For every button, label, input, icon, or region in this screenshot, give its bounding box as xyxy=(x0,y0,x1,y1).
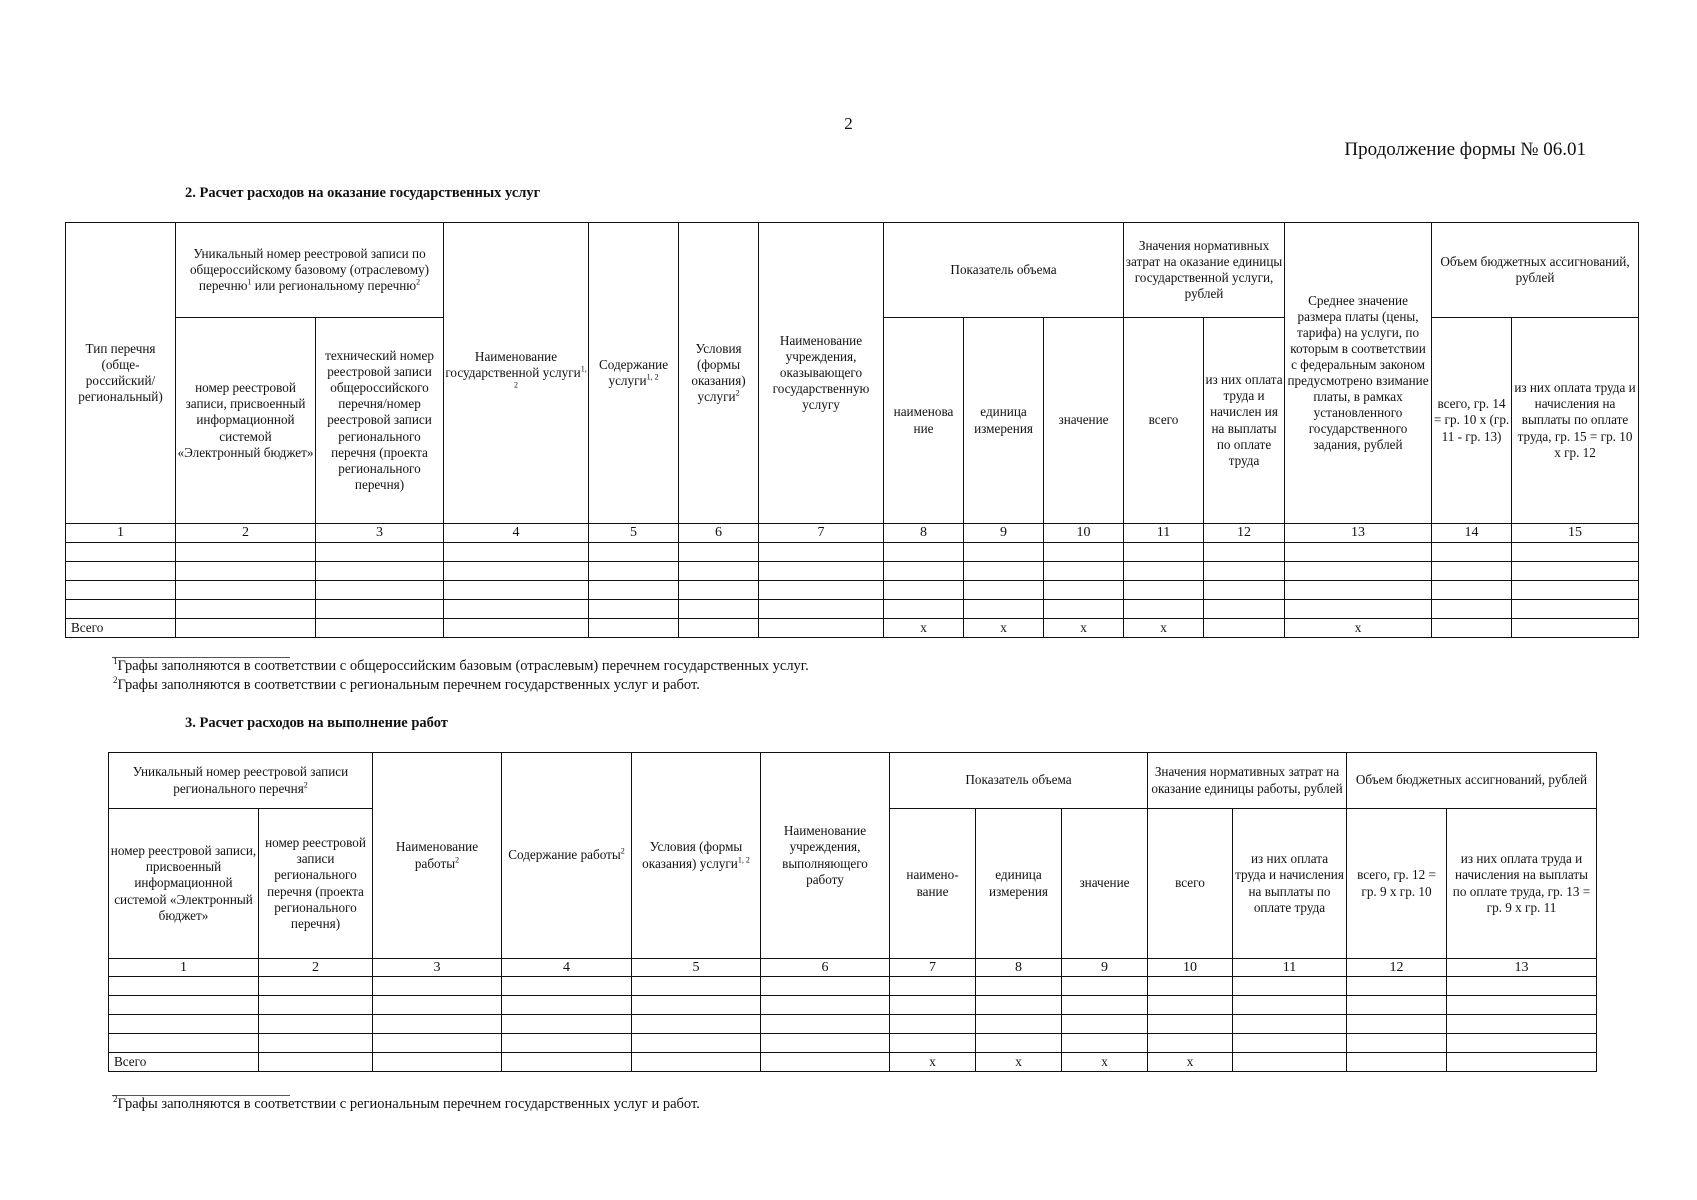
column-number: 3 xyxy=(373,959,502,977)
column-number: 4 xyxy=(502,959,632,977)
column-number: 8 xyxy=(884,524,964,543)
total-label: Всего xyxy=(109,1053,259,1072)
table-cell[interactable] xyxy=(259,977,373,996)
table-cell[interactable] xyxy=(1347,1015,1447,1034)
table-cell[interactable] xyxy=(176,562,316,581)
column-number: 6 xyxy=(761,959,890,977)
table-cell[interactable] xyxy=(632,1034,761,1053)
not-applicable-mark: х xyxy=(1285,619,1432,638)
column-number: 10 xyxy=(1044,524,1124,543)
table-cell[interactable] xyxy=(884,600,964,619)
table-cell[interactable] xyxy=(1204,619,1285,638)
table-row xyxy=(109,1034,1597,1053)
table-cell[interactable] xyxy=(1347,1034,1447,1053)
table-cell[interactable] xyxy=(589,543,679,562)
not-applicable-mark: х xyxy=(1044,619,1124,638)
table-cell[interactable] xyxy=(890,977,976,996)
table-cell[interactable] xyxy=(1062,977,1148,996)
header-volume-unit: единица измерения xyxy=(976,809,1062,959)
footnote-2: $^2$Графы заполняются в соответствии с региональным перечнем государственных услуг и работ. xyxy=(113,675,700,693)
header-service-content: Содержание услуги$^{1, 2}$ xyxy=(589,223,679,524)
table-cell[interactable] xyxy=(1432,562,1512,581)
column-number: 11 xyxy=(1233,959,1347,977)
table-cell[interactable] xyxy=(1204,600,1285,619)
table-cell[interactable] xyxy=(1148,1015,1233,1034)
table-row xyxy=(66,581,1639,600)
table-cell[interactable] xyxy=(1447,1034,1597,1053)
table-row xyxy=(66,543,1639,562)
table-cell[interactable] xyxy=(761,1053,890,1072)
table-cell[interactable] xyxy=(964,581,1044,600)
header-volume-name: наименова ние xyxy=(884,318,964,524)
header-service-name: Наименование государственной услуги$^{1, 2}$ xyxy=(444,223,589,524)
table-cell[interactable] xyxy=(759,600,884,619)
table-cell[interactable] xyxy=(632,996,761,1015)
column-number: 13 xyxy=(1447,959,1597,977)
table-cell[interactable] xyxy=(589,562,679,581)
table-cell[interactable] xyxy=(1285,581,1432,600)
table-cell[interactable] xyxy=(1447,996,1597,1015)
table-cell[interactable] xyxy=(1233,977,1347,996)
table-cell[interactable] xyxy=(1432,581,1512,600)
form-continuation-title: Продолжение формы № 06.01 xyxy=(1344,139,1586,160)
table-cell[interactable] xyxy=(109,1015,259,1034)
header-registry-number: номер реестровой записи, присвоенный информационной системой «Электронный бюджет» xyxy=(176,318,316,524)
table-cell[interactable] xyxy=(976,996,1062,1015)
table-cell[interactable] xyxy=(1347,1053,1447,1072)
table-cell[interactable] xyxy=(964,543,1044,562)
table-cell[interactable] xyxy=(884,543,964,562)
table-cell[interactable] xyxy=(316,581,444,600)
table-cell[interactable] xyxy=(1512,562,1639,581)
table-cell[interactable] xyxy=(259,1034,373,1053)
column-number: 12 xyxy=(1347,959,1447,977)
column-number: 15 xyxy=(1512,524,1639,543)
column-number: 1 xyxy=(109,959,259,977)
table-cell[interactable] xyxy=(1512,600,1639,619)
table-cell[interactable] xyxy=(890,1015,976,1034)
header-volume-indicator: Показатель объема xyxy=(884,223,1124,318)
table-cell[interactable] xyxy=(1447,1015,1597,1034)
table-cell[interactable] xyxy=(1044,562,1124,581)
table-cell[interactable] xyxy=(761,1034,890,1053)
table-cell[interactable] xyxy=(890,1034,976,1053)
table-cell[interactable] xyxy=(1062,1034,1148,1053)
column-number: 2 xyxy=(176,524,316,543)
header-work-content: Содержание работы$^2$ xyxy=(502,753,632,959)
table-cell[interactable] xyxy=(632,1053,761,1072)
table-cell[interactable] xyxy=(1233,1053,1347,1072)
column-number: 5 xyxy=(632,959,761,977)
column-number: 10 xyxy=(1148,959,1233,977)
table-cell[interactable] xyxy=(761,977,890,996)
table-cell[interactable] xyxy=(884,562,964,581)
header-average-fee: Среднее значение размера платы (цены, тарифа) на услуги, по которым в соответствии с федеральным законом предусмотрено взимание платы, в рамках установленного государственного задания, рублей xyxy=(1285,223,1432,524)
table-cell[interactable] xyxy=(66,562,176,581)
table-cell[interactable] xyxy=(502,977,632,996)
table-cell[interactable] xyxy=(759,562,884,581)
table-row xyxy=(109,977,1597,996)
column-number: 14 xyxy=(1432,524,1512,543)
header-normative-costs: Значения нормативных затрат на оказание единицы работы, рублей xyxy=(1148,753,1347,809)
table-cell[interactable] xyxy=(1347,977,1447,996)
table-cell[interactable] xyxy=(444,543,589,562)
table-cell[interactable] xyxy=(679,581,759,600)
table-cell[interactable] xyxy=(502,1034,632,1053)
table-cell[interactable] xyxy=(589,619,679,638)
total-row xyxy=(66,619,1639,638)
table-cell[interactable] xyxy=(964,600,1044,619)
column-number: 6 xyxy=(679,524,759,543)
table-cell[interactable] xyxy=(373,1015,502,1034)
table-cell[interactable] xyxy=(444,600,589,619)
table-cell[interactable] xyxy=(1347,996,1447,1015)
not-applicable-mark: х xyxy=(890,1053,976,1072)
table-cell[interactable] xyxy=(976,1015,1062,1034)
table-row xyxy=(109,996,1597,1015)
column-number: 5 xyxy=(589,524,679,543)
column-number: 11 xyxy=(1124,524,1204,543)
table-cell[interactable] xyxy=(1285,600,1432,619)
column-number: 7 xyxy=(759,524,884,543)
table-cell[interactable] xyxy=(884,581,964,600)
table-cell[interactable] xyxy=(759,543,884,562)
table-cell[interactable] xyxy=(1432,619,1512,638)
table-cell[interactable] xyxy=(679,543,759,562)
header-unique-number-group: Уникальный номер реестровой записи регионального перечня$^2$ xyxy=(109,753,373,809)
table-cell[interactable] xyxy=(444,562,589,581)
header-institution-name: Наименование учреждения, оказывающего государственную услугу xyxy=(759,223,884,524)
header-registry-number: номер реестровой записи, присвоенный информационной системой «Электронный бюджет» xyxy=(109,809,259,959)
table-cell[interactable] xyxy=(679,619,759,638)
header-work-conditions: Условия (формы оказания) услуги$^{1, 2}$ xyxy=(632,753,761,959)
table-cell[interactable] xyxy=(1432,600,1512,619)
header-list-type: Тип перечня (обще-российский/ региональный) xyxy=(66,223,176,524)
not-applicable-mark: х xyxy=(884,619,964,638)
table-cell[interactable] xyxy=(1512,543,1639,562)
header-volume-name: наимено-вание xyxy=(890,809,976,959)
table-cell[interactable] xyxy=(444,581,589,600)
table-cell[interactable] xyxy=(1044,600,1124,619)
table-cell[interactable] xyxy=(176,543,316,562)
table-cell[interactable] xyxy=(1204,581,1285,600)
section-2-title: 2. Расчет расходов на оказание государственных услуг xyxy=(185,185,541,201)
table-cell[interactable] xyxy=(176,600,316,619)
not-applicable-mark: х xyxy=(1148,1053,1233,1072)
header-budget-volume: Объем бюджетных ассигнований, рублей xyxy=(1432,223,1639,318)
column-number: 9 xyxy=(1062,959,1148,977)
section-3-title: 3. Расчет расходов на выполнение работ xyxy=(185,715,448,731)
table-cell[interactable] xyxy=(1233,1015,1347,1034)
footnote-1: $^1$Графы заполняются в соответствии с общероссийским базовым (отраслевым) перечнем государственных услуг. xyxy=(113,656,809,674)
column-number: 3 xyxy=(316,524,444,543)
header-volume-unit: единица измерения xyxy=(964,318,1044,524)
header-normative-labor: из них оплата труда и начислен ия на выплаты по оплате труда xyxy=(1204,318,1285,524)
table-cell[interactable] xyxy=(1148,1034,1233,1053)
header-normative-labor: из них оплата труда и начисления на выплаты по оплате труда xyxy=(1233,809,1347,959)
not-applicable-mark: х xyxy=(1124,619,1204,638)
header-service-conditions: Условия (формы оказания) услуги$^2$ xyxy=(679,223,759,524)
header-normative-total: всего xyxy=(1148,809,1233,959)
table-cell[interactable] xyxy=(316,619,444,638)
column-number: 7 xyxy=(890,959,976,977)
works-cost-table xyxy=(108,752,1597,1072)
table-cell[interactable] xyxy=(1148,996,1233,1015)
table-cell[interactable] xyxy=(1044,543,1124,562)
table-cell[interactable] xyxy=(1204,543,1285,562)
not-applicable-mark: х xyxy=(964,619,1044,638)
footnote-2: $^2$Графы заполняются в соответствии с региональным перечнем государственных услуг и работ. xyxy=(113,1094,700,1112)
header-technical-number: технический номер реестровой записи общероссийского перечня/номер реестровой записи регионального перечня (проекта регионального перечня) xyxy=(316,318,444,524)
page-number: 2 xyxy=(844,114,853,133)
table-cell[interactable] xyxy=(66,543,176,562)
table-cell[interactable] xyxy=(66,581,176,600)
table-cell[interactable] xyxy=(1124,600,1204,619)
table-cell[interactable] xyxy=(373,996,502,1015)
table-cell[interactable] xyxy=(444,619,589,638)
table-cell[interactable] xyxy=(890,996,976,1015)
table-cell[interactable] xyxy=(589,581,679,600)
services-cost-table xyxy=(65,222,1639,638)
table-cell[interactable] xyxy=(176,581,316,600)
header-budget-labor: из них оплата труда и начисления на выплаты по оплате труда, гр. 13 = гр. 9 х гр. 11 xyxy=(1447,809,1597,959)
column-number: 2 xyxy=(259,959,373,977)
table-cell[interactable] xyxy=(316,562,444,581)
table-cell[interactable] xyxy=(759,619,884,638)
table-cell[interactable] xyxy=(1124,562,1204,581)
column-number: 1 xyxy=(66,524,176,543)
table-cell[interactable] xyxy=(259,996,373,1015)
table-cell[interactable] xyxy=(1124,581,1204,600)
header-budget-total: всего, гр. 12 = гр. 9 х гр. 10 xyxy=(1347,809,1447,959)
table-row xyxy=(109,1015,1597,1034)
not-applicable-mark: х xyxy=(1062,1053,1148,1072)
table-cell[interactable] xyxy=(1062,996,1148,1015)
header-institution-name: Наименование учреждения, выполняющего работу xyxy=(761,753,890,959)
column-number: 12 xyxy=(1204,524,1285,543)
header-budget-volume: Объем бюджетных ассигнований, рублей xyxy=(1347,753,1597,809)
table-cell[interactable] xyxy=(1285,562,1432,581)
table-row xyxy=(66,562,1639,581)
table-cell[interactable] xyxy=(1432,543,1512,562)
table-cell[interactable] xyxy=(1148,977,1233,996)
table-cell[interactable] xyxy=(1512,619,1639,638)
table-cell[interactable] xyxy=(679,600,759,619)
table-cell[interactable] xyxy=(373,977,502,996)
column-number-row xyxy=(66,524,1639,543)
table-cell[interactable] xyxy=(373,1034,502,1053)
table-cell[interactable] xyxy=(964,562,1044,581)
table-cell[interactable] xyxy=(109,977,259,996)
table-cell[interactable] xyxy=(1233,996,1347,1015)
table-cell[interactable] xyxy=(632,977,761,996)
header-work-name: Наименование работы$^2$ xyxy=(373,753,502,959)
header-volume-value: значение xyxy=(1044,318,1124,524)
table-cell[interactable] xyxy=(761,1015,890,1034)
table-cell[interactable] xyxy=(1124,543,1204,562)
table-cell[interactable] xyxy=(316,600,444,619)
header-unique-number-group: Уникальный номер реестровой записи по общероссийскому базовому (отраслевому) перечню$^1$ или региональному перечню$^2$ xyxy=(176,223,444,318)
table-cell[interactable] xyxy=(759,581,884,600)
table-cell[interactable] xyxy=(1044,581,1124,600)
table-cell[interactable] xyxy=(316,543,444,562)
column-number-row xyxy=(109,959,1597,977)
header-volume-value: значение xyxy=(1062,809,1148,959)
table-cell[interactable] xyxy=(373,1053,502,1072)
total-label: Всего xyxy=(66,619,176,638)
column-number: 8 xyxy=(976,959,1062,977)
table-cell[interactable] xyxy=(1204,562,1285,581)
table-cell[interactable] xyxy=(589,600,679,619)
table-cell[interactable] xyxy=(1285,543,1432,562)
table-cell[interactable] xyxy=(66,600,176,619)
table-cell[interactable] xyxy=(109,996,259,1015)
table-cell[interactable] xyxy=(761,996,890,1015)
table-cell[interactable] xyxy=(259,1015,373,1034)
header-normative-total: всего xyxy=(1124,318,1204,524)
table-cell[interactable] xyxy=(1062,1015,1148,1034)
header-normative-costs: Значения нормативных затрат на оказание единицы государственной услуги, рублей xyxy=(1124,223,1285,318)
table-cell[interactable] xyxy=(502,1015,632,1034)
not-applicable-mark: х xyxy=(976,1053,1062,1072)
table-cell[interactable] xyxy=(502,996,632,1015)
column-number: 13 xyxy=(1285,524,1432,543)
table-cell[interactable] xyxy=(1447,1053,1597,1072)
header-budget-labor: из них оплата труда и начисления на выплаты по оплате труда, гр. 15 = гр. 10 х гр. 12 xyxy=(1512,318,1639,524)
table-cell[interactable] xyxy=(109,1034,259,1053)
header-regional-number: номер реестровой записи регионального перечня (проекта регионального перечня) xyxy=(259,809,373,959)
table-cell[interactable] xyxy=(1512,581,1639,600)
table-cell[interactable] xyxy=(1233,1034,1347,1053)
table-cell[interactable] xyxy=(1447,977,1597,996)
table-cell[interactable] xyxy=(259,1053,373,1072)
column-number: 4 xyxy=(444,524,589,543)
column-number: 9 xyxy=(964,524,1044,543)
table-cell[interactable] xyxy=(976,977,1062,996)
header-budget-total: всего, гр. 14 = гр. 10 х (гр. 11 - гр. 13) xyxy=(1432,318,1512,524)
table-cell[interactable] xyxy=(679,562,759,581)
table-row xyxy=(66,600,1639,619)
header-volume-indicator: Показатель объема xyxy=(890,753,1148,809)
table-cell[interactable] xyxy=(632,1015,761,1034)
table-cell[interactable] xyxy=(176,619,316,638)
table-cell[interactable] xyxy=(976,1034,1062,1053)
table-cell[interactable] xyxy=(502,1053,632,1072)
total-row xyxy=(109,1053,1597,1072)
